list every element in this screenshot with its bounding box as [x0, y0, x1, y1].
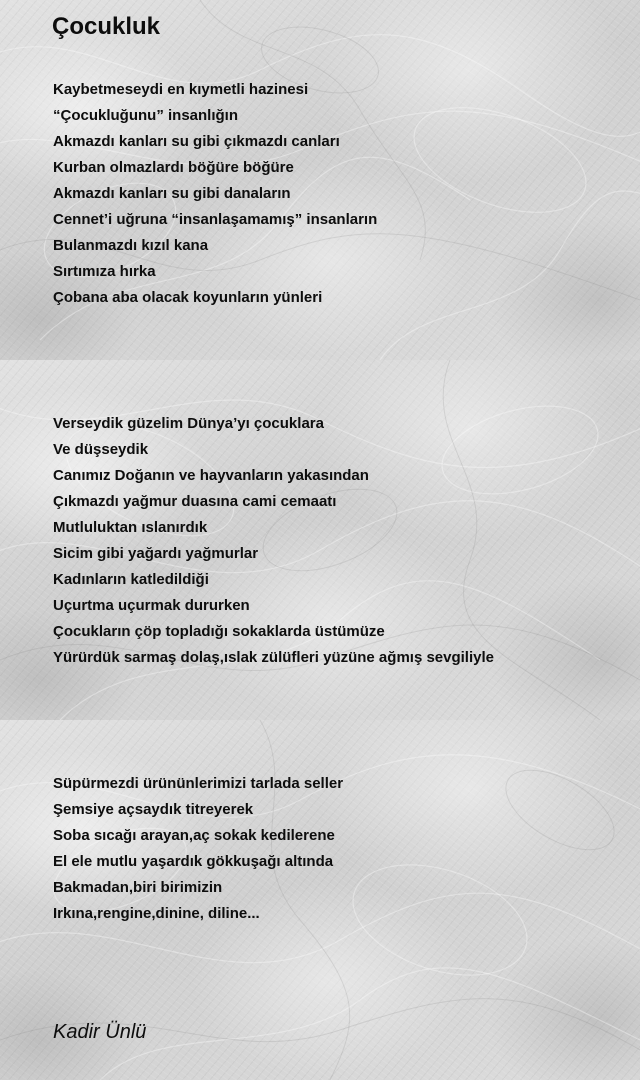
poem-line: Verseydik güzelim Dünya’yı çocuklara — [53, 415, 324, 432]
poem-line: Bulanmazdı kızıl kana — [53, 237, 209, 254]
poem-line: Soba sıcağı arayan,aç sokak kedilerene — [53, 827, 335, 844]
poem-line: Kadınların katledildiği — [53, 571, 209, 588]
poem-line: Yürürdük sarmaş dolaş,ıslak zülüfleri yüzüne ağmış sevgiliyle — [53, 649, 494, 666]
poem-line: Süpürmezdi ürününlerimizi tarlada seller — [53, 775, 344, 792]
poem-line: Çobana aba olacak koyunların yünleri — [53, 289, 323, 306]
poem-line: Sırtımıza hırka — [53, 263, 156, 280]
poem-line: Kurban olmazlardı böğüre böğüre — [53, 159, 294, 176]
stanza-3 — [53, 771, 343, 927]
poem-line: Ve düşseydik — [53, 441, 149, 458]
poem-line: Irkına,rengine,dinine, diline... — [53, 905, 260, 922]
poem-line: Akmazdı kanları su gibi çıkmazdı canları — [53, 133, 340, 150]
poem-line: Sicim gibi yağardı yağmurlar — [53, 545, 259, 562]
poem-line: Çıkmazdı yağmur duasına cami cemaatı — [53, 493, 337, 510]
poem-line: Uçurtma uçurmak dururken — [53, 597, 250, 614]
poem-line: Çocukların çöp topladığı sokaklarda üstümüze — [53, 623, 385, 640]
poem-line: Şemsiye açsaydık titreyerek — [53, 801, 254, 818]
poem-line: Canımız Doğanın ve hayvanların yakasından — [53, 467, 369, 484]
stanza-2 — [53, 411, 494, 671]
poem-line: Kaybetmeseydi en kıymetli hazinesi — [53, 81, 309, 98]
poem-line: Akmazdı kanları su gibi danaların — [53, 185, 291, 202]
poem-title: Çocukluk — [52, 13, 161, 40]
stanza-1 — [53, 77, 377, 311]
poem-line: El ele mutlu yaşardık gökkuşağı altında — [53, 853, 334, 870]
poem-line: Mutluluktan ıslanırdık — [53, 519, 208, 536]
poem-line: Cennet’i uğruna “insanlaşamamış” insanların — [53, 211, 378, 228]
poem-line: “Çocukluğunu” insanlığın — [53, 107, 238, 124]
poem-line: Bakmadan,biri birimizin — [53, 879, 223, 896]
author-name: Kadir Ünlü — [53, 1021, 147, 1043]
